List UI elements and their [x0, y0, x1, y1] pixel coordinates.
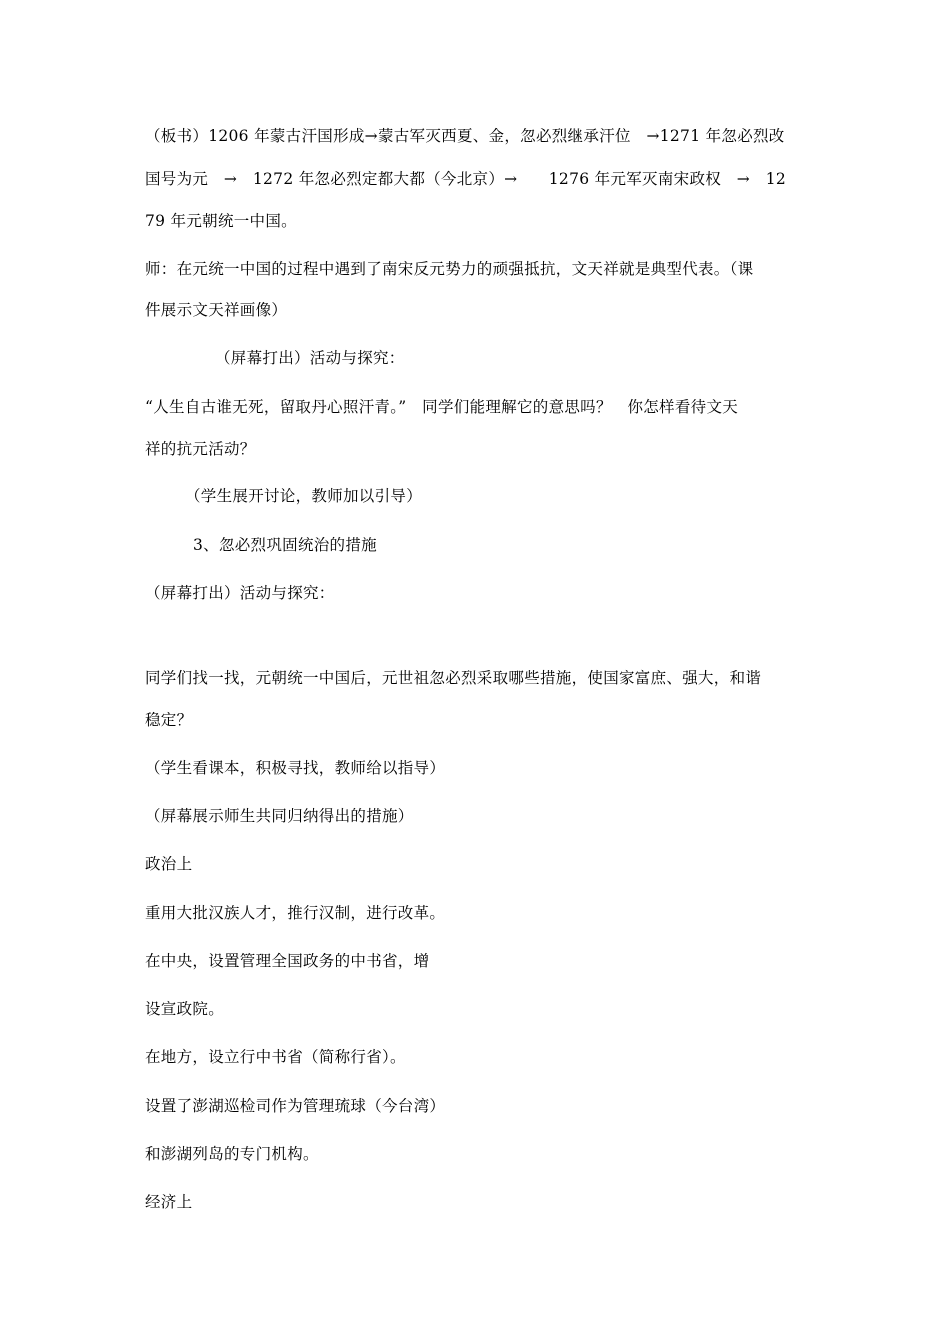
poem-question-line-2: 祥的抗元活动？	[145, 440, 256, 458]
poem-question-line-1: “人生自古谁无死，留取丹心照汗青。” 同学们能理解它的意思吗？ 你怎样看待文天	[145, 398, 739, 416]
section-heading-3: 3、忽必烈巩固统治的措施	[193, 536, 377, 554]
board-notes-line-1: （板书）1206 年蒙古汗国形成→蒙古军灭西夏、金，忽必烈继承汗位 →1271 年忽必烈改	[145, 127, 785, 145]
politics-item-2-cont: 设宣政院。	[145, 1000, 225, 1018]
screen-activity-heading-2: （屏幕打出）活动与探究：	[145, 584, 335, 602]
teacher-remark-line-1: 师：在元统一中国的过程中遇到了南宋反元势力的顽强抵抗，文天祥就是典型代表。（课	[145, 260, 754, 278]
find-measures-line-2: 稳定？	[145, 711, 193, 729]
politics-item-4-cont: 和澎湖列岛的专门机构。	[145, 1145, 319, 1163]
student-discussion-note: （学生展开讨论，教师加以引导）	[185, 487, 423, 505]
screen-summary-note: （屏幕展示师生共同归纳得出的措施）	[145, 807, 414, 825]
politics-item-4: 设置了澎湖巡检司作为管理琉球（今台湾）	[145, 1097, 446, 1115]
board-notes-line-3: 79 年元朝统一中国。	[145, 212, 297, 230]
screen-activity-heading-1: （屏幕打出）活动与探究：	[215, 349, 405, 367]
student-reading-note: （学生看课本，积极寻找，教师给以指导）	[145, 759, 446, 777]
politics-item-3: 在地方，设立行中书省（简称行省）。	[145, 1048, 406, 1066]
politics-heading: 政治上	[145, 855, 193, 873]
teacher-remark-line-2: 件展示文天祥画像）	[145, 301, 288, 319]
board-notes-line-2: 国号为元 → 1272 年忽必烈定都大都（今北京）→ 1276 年元军灭南宋政权 → 12	[145, 170, 787, 188]
find-measures-line-1: 同学们找一找，元朝统一中国后，元世祖忽必烈采取哪些措施，使国家富庶、强大，和谐	[145, 669, 762, 687]
economy-heading: 经济上	[145, 1193, 193, 1211]
politics-item-1: 重用大批汉族人才，推行汉制，进行改革。	[145, 904, 446, 922]
politics-item-2: 在中央，设置管理全国政务的中书省，增	[145, 952, 430, 970]
